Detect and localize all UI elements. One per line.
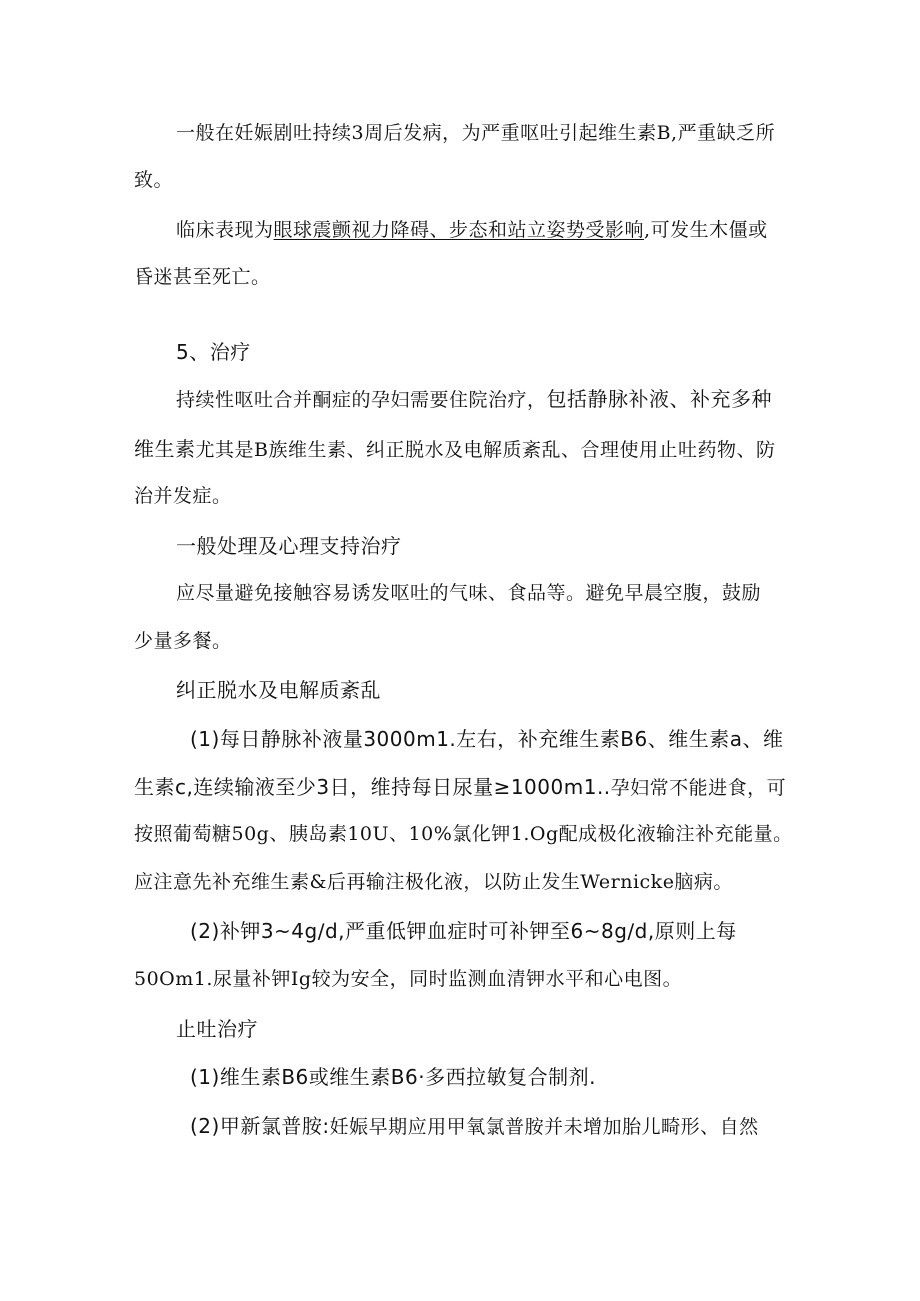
section-heading: 5、治疗 bbox=[176, 340, 251, 364]
paragraph-line: 应尽量避免接触容易诱发呕吐的气味、食品等。避免早晨空腹，鼓励 bbox=[176, 582, 762, 604]
text-span: (2)甲新氯普胺: bbox=[190, 1114, 330, 1138]
text-span: 尤其是B族维生素、纠正脱水及电解质紊乱、合理使用止吐药物、防 bbox=[195, 439, 776, 461]
text-span: ,可发生木僵或 bbox=[644, 219, 768, 241]
text-span: 生素c,连续输液至少3日，维持每日尿量≥1000m1.. bbox=[134, 775, 611, 799]
text-span: 维生素 bbox=[134, 437, 196, 461]
paragraph-line bbox=[134, 436, 775, 463]
paragraph-line: (2)补钾3~4g∕d,严重低钾血症时可补钾至6~8g∕d,原则上每 bbox=[190, 919, 737, 943]
subheading: 纠正脱水及电解质紊乱 bbox=[176, 678, 381, 702]
paragraph-line bbox=[134, 774, 786, 801]
text-span: 妊娠早期应用甲氧氯普胺并未增加胎儿畸形、自然 bbox=[329, 1116, 759, 1138]
subheading: 一般处理及心理支持治疗 bbox=[176, 534, 402, 558]
paragraph-line: 昏迷甚至死亡。 bbox=[134, 266, 271, 288]
underlined-text: 眼球震颤视力降碍、步态和站立姿势受影响 bbox=[273, 219, 645, 241]
text-span: 持续性呕吐合并酮症的孕妇需要住院治疗， bbox=[176, 389, 547, 411]
paragraph-line: 少量多餐。 bbox=[134, 630, 232, 652]
paragraph-line: 致。 bbox=[134, 169, 174, 191]
paragraph-line bbox=[176, 386, 772, 413]
text-span: 孕妇常不能进食，可 bbox=[610, 777, 787, 799]
paragraph-line: 应注意先补充维生素&后再输注极化液，以防止发生Wernicke脑病。 bbox=[134, 871, 733, 893]
text-span: 临床表现为 bbox=[176, 219, 274, 241]
paragraph-line: (1)每日静脉补液量3000m1.左右，补充维生素B6、维生素a、维 bbox=[190, 727, 784, 751]
paragraph-line bbox=[176, 217, 768, 243]
paragraph-line: 按照葡萄糖50g、胰岛素10U、10%氯化钾1.Og配成极化液输注补充能量。 bbox=[134, 823, 793, 845]
subheading: 止吐治疗 bbox=[176, 1017, 258, 1041]
paragraph-line bbox=[190, 1113, 759, 1140]
text-span: 包括静脉补液、补充多种 bbox=[546, 387, 773, 411]
paragraph-line: 50Om1.尿量补钾Ig较为安全，同时监测血清钾水平和心电图。 bbox=[134, 968, 683, 990]
paragraph-line: 治并发症。 bbox=[134, 485, 232, 507]
paragraph-line: 一般在妊娠剧吐持续3周后发病，为严重呕吐引起维生素B,严重缺乏所 bbox=[176, 122, 776, 144]
paragraph-line: (1)维生素B6或维生素B6·多西拉敏复合制剂. bbox=[190, 1065, 596, 1089]
